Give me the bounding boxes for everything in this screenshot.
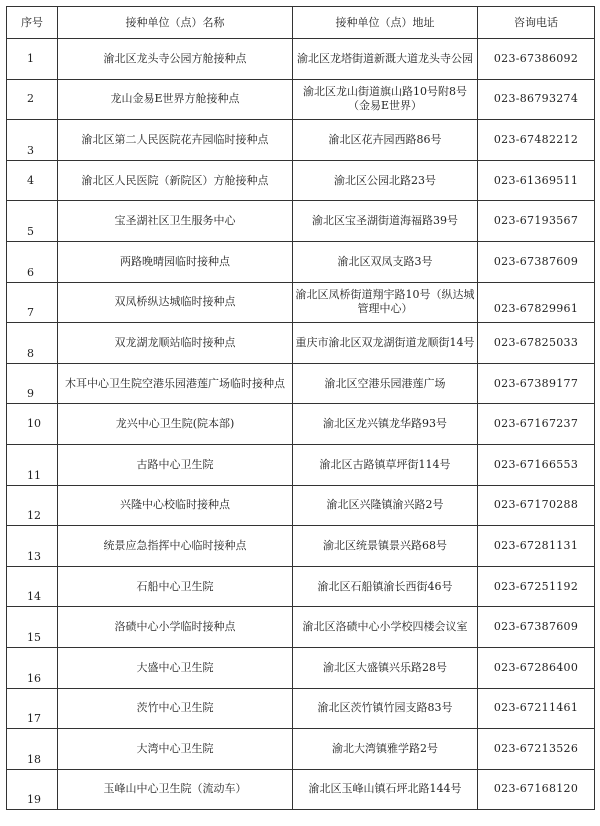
row-number: 4	[7, 160, 58, 201]
site-phone: 023-67825033	[478, 323, 595, 364]
site-name: 宝圣湖社区卫生服务中心	[58, 201, 293, 242]
table-row	[7, 323, 595, 364]
table-row	[7, 39, 595, 80]
site-address: 渝北区龙山街道旗山路10号附8号（金易E世界）	[293, 79, 478, 120]
site-name: 石船中心卫生院	[58, 566, 293, 607]
row-number: 9	[7, 363, 58, 404]
site-address: 渝北区公园北路23号	[293, 160, 478, 201]
site-phone: 023-67251192	[478, 566, 595, 607]
site-name: 洛碛中心小学临时接种点	[58, 607, 293, 648]
table-row	[7, 485, 595, 526]
table-row	[7, 79, 595, 120]
row-number: 17	[7, 688, 58, 729]
row-number: 18	[7, 729, 58, 770]
table-row	[7, 769, 595, 810]
table-row	[7, 647, 595, 688]
site-address: 渝北大湾镇雅学路2号	[293, 729, 478, 770]
site-address: 渝北区洛碛中心小学校四楼会议室	[293, 607, 478, 648]
site-phone: 023-67170288	[478, 485, 595, 526]
site-name: 渝北区龙头寺公园方舱接种点	[58, 39, 293, 80]
site-address: 渝北区双凤支路3号	[293, 241, 478, 282]
table-row	[7, 526, 595, 567]
header-no: 序号	[7, 7, 58, 39]
site-phone: 023-67387609	[478, 241, 595, 282]
site-phone: 023-61369511	[478, 160, 595, 201]
site-address: 渝北区龙兴镇龙华路93号	[293, 404, 478, 445]
table-row	[7, 201, 595, 242]
site-name: 龙兴中心卫生院(院本部)	[58, 404, 293, 445]
site-phone: 023-67193567	[478, 201, 595, 242]
table-row	[7, 444, 595, 485]
site-phone: 023-67389177	[478, 363, 595, 404]
row-number: 14	[7, 566, 58, 607]
site-phone: 023-67386092	[478, 39, 595, 80]
site-phone: 023-67482212	[478, 120, 595, 161]
site-phone: 023-86793274	[478, 79, 595, 120]
site-name: 双龙湖龙顺站临时接种点	[58, 323, 293, 364]
row-number: 19	[7, 769, 58, 810]
site-name: 茨竹中心卫生院	[58, 688, 293, 729]
site-name: 玉峰山中心卫生院（流动车）	[58, 769, 293, 810]
table-row	[7, 282, 595, 323]
site-address: 渝北区石船镇渝长西街46号	[293, 566, 478, 607]
header-address: 接种单位（点）地址	[293, 7, 478, 39]
row-number: 5	[7, 201, 58, 242]
site-phone: 023-67167237	[478, 404, 595, 445]
table-row	[7, 241, 595, 282]
header-phone: 咨询电话	[478, 7, 595, 39]
site-name: 两路晚晴园临时接种点	[58, 241, 293, 282]
site-name: 龙山金易E世界方舱接种点	[58, 79, 293, 120]
row-number: 2	[7, 79, 58, 120]
site-name: 统景应急指挥中心临时接种点	[58, 526, 293, 567]
site-name: 木耳中心卫生院空港乐园港莲广场临时接种点	[58, 363, 293, 404]
site-phone: 023-67829961	[478, 282, 595, 323]
site-name: 大湾中心卫生院	[58, 729, 293, 770]
row-number: 11	[7, 444, 58, 485]
header-name: 接种单位（点）名称	[58, 7, 293, 39]
table-body	[7, 39, 595, 810]
site-name: 兴隆中心校临时接种点	[58, 485, 293, 526]
site-address: 渝北区空港乐园港莲广场	[293, 363, 478, 404]
table-header-row	[7, 7, 595, 39]
row-number: 13	[7, 526, 58, 567]
site-address: 渝北区凤桥街道翔宇路10号（纵达城管理中心）	[293, 282, 478, 323]
table-row	[7, 120, 595, 161]
site-address: 渝北区花卉园西路86号	[293, 120, 478, 161]
row-number: 16	[7, 647, 58, 688]
site-name: 古路中心卫生院	[58, 444, 293, 485]
site-name: 双凤桥纵达城临时接种点	[58, 282, 293, 323]
table-row	[7, 607, 595, 648]
site-phone: 023-67168120	[478, 769, 595, 810]
site-phone: 023-67211461	[478, 688, 595, 729]
table-row	[7, 363, 595, 404]
site-phone: 023-67286400	[478, 647, 595, 688]
site-address: 渝北区茨竹镇竹园支路83号	[293, 688, 478, 729]
site-phone: 023-67166553	[478, 444, 595, 485]
site-phone: 023-67213526	[478, 729, 595, 770]
site-address: 渝北区统景镇景兴路68号	[293, 526, 478, 567]
site-address: 渝北区大盛镇兴乐路28号	[293, 647, 478, 688]
site-name: 渝北区人民医院（新院区）方舱接种点	[58, 160, 293, 201]
table-row	[7, 688, 595, 729]
row-number: 10	[7, 404, 58, 445]
site-phone: 023-67387609	[478, 607, 595, 648]
site-address: 渝北区龙塔街道新溉大道龙头寺公园	[293, 39, 478, 80]
site-phone: 023-67281131	[478, 526, 595, 567]
table-row	[7, 160, 595, 201]
table-row	[7, 566, 595, 607]
row-number: 6	[7, 241, 58, 282]
site-address: 渝北区宝圣湖街道海福路39号	[293, 201, 478, 242]
vaccination-sites-table	[6, 6, 595, 810]
table-row	[7, 404, 595, 445]
row-number: 15	[7, 607, 58, 648]
site-address: 渝北区玉峰山镇石坪北路144号	[293, 769, 478, 810]
site-address: 重庆市渝北区双龙湖街道龙顺街14号	[293, 323, 478, 364]
row-number: 7	[7, 282, 58, 323]
site-name: 渝北区第二人民医院花卉园临时接种点	[58, 120, 293, 161]
row-number: 12	[7, 485, 58, 526]
site-address: 渝北区古路镇草坪街114号	[293, 444, 478, 485]
row-number: 3	[7, 120, 58, 161]
table-row	[7, 729, 595, 770]
row-number: 1	[7, 39, 58, 80]
site-address: 渝北区兴隆镇渝兴路2号	[293, 485, 478, 526]
site-name: 大盛中心卫生院	[58, 647, 293, 688]
row-number: 8	[7, 323, 58, 364]
